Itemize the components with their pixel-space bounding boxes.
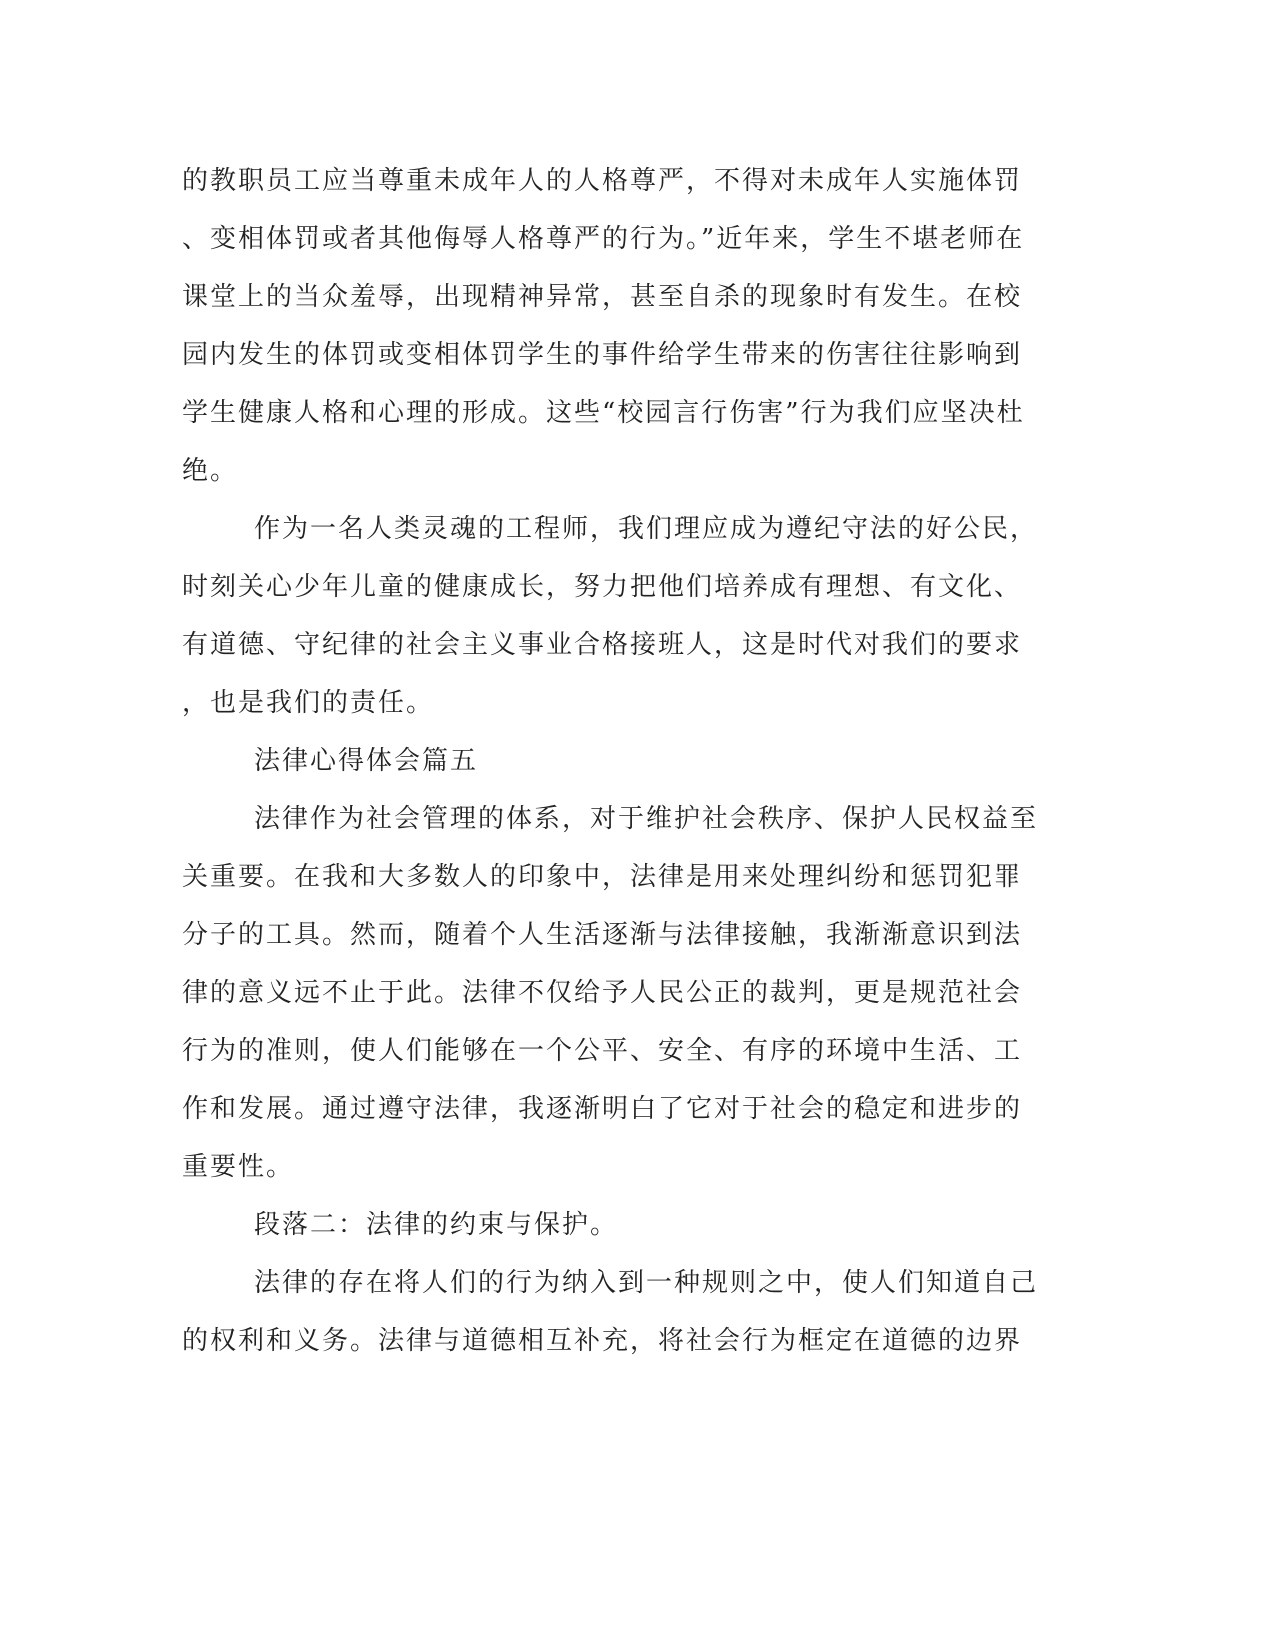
text-line: 行为的准则，使人们能够在一个公平、安全、有序的环境中生活、工 [182, 1036, 1023, 1066]
text-line: ，也是我们的责任。 [182, 688, 435, 718]
text-line: 有道德、守纪律的社会主义事业合格接班人，这是时代对我们的要求 [182, 630, 1023, 660]
text-line: 绝。 [182, 456, 239, 486]
text-line: 法律作为社会管理的体系，对于维护社会秩序、保护人民权益至 [254, 804, 1039, 834]
text-line: 的权利和义务。法律与道德相互补充，将社会行为框定在道德的边界 [182, 1326, 1023, 1356]
text-line: 法律的存在将人们的行为纳入到一种规则之中，使人们知道自己 [254, 1268, 1039, 1298]
text-line: 关重要。在我和大多数人的印象中，法律是用来处理纠纷和惩罚犯罪 [182, 862, 1023, 892]
text-line: 作和发展。通过遵守法律，我逐渐明白了它对于社会的稳定和进步的 [182, 1094, 1023, 1124]
text-line: 重要性。 [182, 1152, 295, 1182]
text-line: 学生健康人格和心理的形成。这些“校园言行伤害”行为我们应坚决杜 [182, 398, 1025, 428]
paragraph-heading: 段落二：法律的约束与保护。 [254, 1210, 619, 1240]
text-line: 园内发生的体罚或变相体罚学生的事件给学生带来的伤害往往影响到 [182, 340, 1023, 370]
text-line: 课堂上的当众羞辱，出现精神异常，甚至自杀的现象时有发生。在校 [182, 282, 1023, 312]
text-line: 、变相体罚或者其他侮辱人格尊严的行为。”近年来，学生不堪老师在 [182, 224, 1025, 254]
document-body [182, 152, 1042, 1370]
text-line: 时刻关心少年儿童的健康成长，努力把他们培养成有理想、有文化、 [182, 572, 1023, 602]
text-line: 分子的工具。然而，随着个人生活逐渐与法律接触，我渐渐意识到法 [182, 920, 1023, 950]
text-line: 律的意义远不止于此。法律不仅给予人民公正的裁判，更是规范社会 [182, 978, 1023, 1008]
text-line: 的教职员工应当尊重未成年人的人格尊严，不得对未成年人实施体罚 [182, 166, 1023, 196]
section-heading: 法律心得体会篇五 [254, 746, 479, 776]
text-line: 作为一名人类灵魂的工程师，我们理应成为遵纪守法的好公民， [254, 514, 1039, 544]
